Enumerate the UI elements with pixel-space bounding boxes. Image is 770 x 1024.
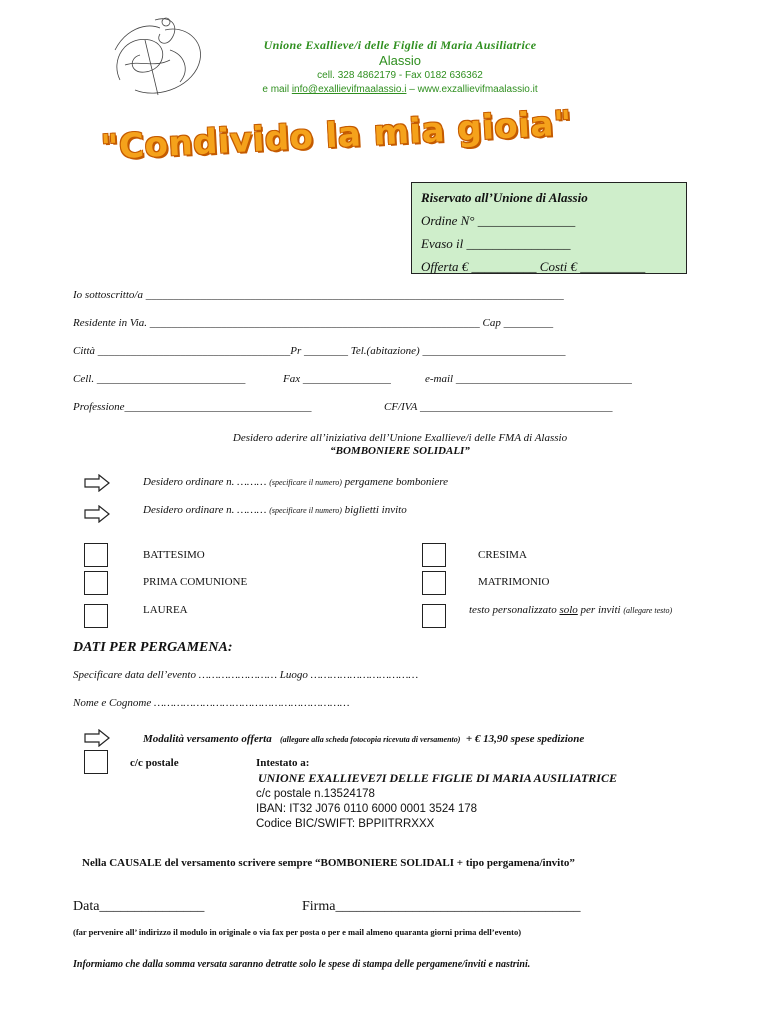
field-nome-cognome[interactable]: Nome e Cognome ……………………………………………………: [73, 697, 350, 709]
signature-firma[interactable]: Firma___________________________________: [302, 899, 581, 914]
field-sottoscritto[interactable]: Io sottoscritto/a ____________________________________________________________________________: [73, 289, 564, 301]
final-note: Informiamo che dalla somma versata saranno detratte solo le spese di stampa delle pergamene/inviti e nastrini.: [73, 959, 531, 970]
intestato-label: Intestato a:: [256, 757, 310, 769]
field-professione[interactable]: Professione__________________________________: [73, 401, 312, 413]
field-data-luogo[interactable]: Specificare data dell’evento …………………… Luogo ……………………………: [73, 669, 419, 681]
option-battesimo: BATTESIMO: [143, 549, 205, 561]
payment-mode-cost: + € 13,90 spese spedizione: [465, 733, 585, 745]
testo-note: (allegare testo): [623, 606, 673, 615]
payment-mode-label: Modalità versamento offerta: [143, 733, 272, 745]
payment-mode-row: [143, 733, 584, 745]
website-text: – www.exzallievifmaalassio.it: [406, 84, 538, 95]
bic-swift: Codice BIC/SWIFT: BPPIITRRXXX: [256, 818, 435, 830]
field-email[interactable]: e-mail ________________________________: [425, 373, 632, 385]
organization-phone: cell. 328 4862179 - Fax 0182 636362: [317, 70, 483, 81]
cc-number: c/c postale n.13524178: [256, 788, 375, 800]
order-note: (specificare il numero): [269, 506, 342, 515]
order-note: (specificare il numero): [269, 478, 342, 487]
reserved-order: Ordine N° _______________: [421, 213, 576, 228]
arrow-right-icon: [84, 505, 110, 523]
checkbox-laurea[interactable]: [84, 604, 108, 628]
order-prefix: Desidero ordinare n. ………: [143, 504, 267, 516]
field-residente[interactable]: Residente in Via. ____________________________________________________________ Cap _________: [73, 317, 554, 329]
intro-title: “BOMBONIERE SOLIDALI”: [330, 445, 470, 457]
iban: IBAN: IT32 J076 0110 6000 0001 3524 178: [256, 803, 478, 815]
option-cresima: CRESIMA: [478, 549, 527, 561]
field-cfiva[interactable]: CF/IVA ___________________________________: [384, 401, 613, 413]
organization-city: Alassio: [379, 53, 421, 68]
order-suffix: biglietti invito: [344, 504, 407, 516]
payment-mode-note: (allegare alla scheda fotocopia ricevuta di versamento): [279, 735, 461, 744]
reserved-box: [411, 182, 687, 274]
order-prefix: Desidero ordinare n. ………: [143, 476, 267, 488]
reserved-offerta: Offerta € __________ Costi € __________: [421, 259, 646, 274]
option-prima-comunione: PRIMA COMUNIONE: [143, 576, 248, 588]
checkbox-battesimo[interactable]: [84, 543, 108, 567]
signature-date[interactable]: Data_______________: [73, 899, 205, 914]
reserved-evaso: Evaso il ________________: [421, 236, 571, 251]
organization-name: Unione Exallieve/i delle Figlie di Maria Ausiliatrice: [263, 38, 537, 52]
reserved-title: Riservato all’Unione di Alassio: [421, 190, 588, 205]
email-prefix: e mail: [262, 84, 292, 95]
checkbox-prima-comunione[interactable]: [84, 571, 108, 595]
footer-note: (far pervenire all’ indirizzo il modulo in originale o via fax per posta o per e mail almeno quaranta giorni prima dell’evento): [73, 927, 522, 937]
testo-per-inviti: per inviti: [577, 604, 624, 616]
testo-label: testo personalizzato: [469, 604, 560, 616]
checkbox-cc-postale[interactable]: [84, 750, 108, 774]
option-laurea: LAUREA: [143, 604, 188, 616]
beneficiary-name: UNIONE EXALLIEVE7I DELLE FIGLIE DI MARIA AUSILIATRICE: [258, 771, 617, 785]
checkbox-testo-personalizzato[interactable]: [422, 604, 446, 628]
testo-solo: solo: [559, 604, 578, 616]
pergamena-title: DATI PER PERGAMENA:: [73, 640, 233, 655]
bank-details: [256, 787, 477, 832]
headline: "Condivido la mia gioia": [99, 103, 573, 168]
cc-postale-label: c/c postale: [130, 757, 179, 769]
order-row-inviti[interactable]: [143, 504, 407, 516]
checkbox-cresima[interactable]: [422, 543, 446, 567]
causale-note: Nella CAUSALE del versamento scrivere sempre “BOMBONIERE SOLIDALI + tipo pergamena/invito”: [82, 857, 575, 869]
field-citta[interactable]: Città ___________________________________Pr ________ Tel.(abitazione) __________________________: [73, 345, 566, 357]
option-testo-personalizzato: [469, 604, 672, 616]
option-matrimonio: MATRIMONIO: [478, 576, 550, 588]
field-cell[interactable]: Cell. ___________________________: [73, 373, 246, 385]
organization-contacts: [0, 84, 770, 95]
field-fax[interactable]: Fax ________________: [283, 373, 391, 385]
email-link[interactable]: info@exallievifmaalassio.i: [291, 84, 407, 95]
intro-line: Desidero aderire all’iniziativa dell’Unione Exallieve/i delle FMA di Alassio: [232, 432, 568, 444]
checkbox-matrimonio[interactable]: [422, 571, 446, 595]
order-row-pergamene[interactable]: [143, 476, 448, 488]
arrow-right-icon: [84, 474, 110, 492]
arrow-right-icon: [84, 729, 110, 747]
order-suffix: pergamene bomboniere: [344, 476, 449, 488]
